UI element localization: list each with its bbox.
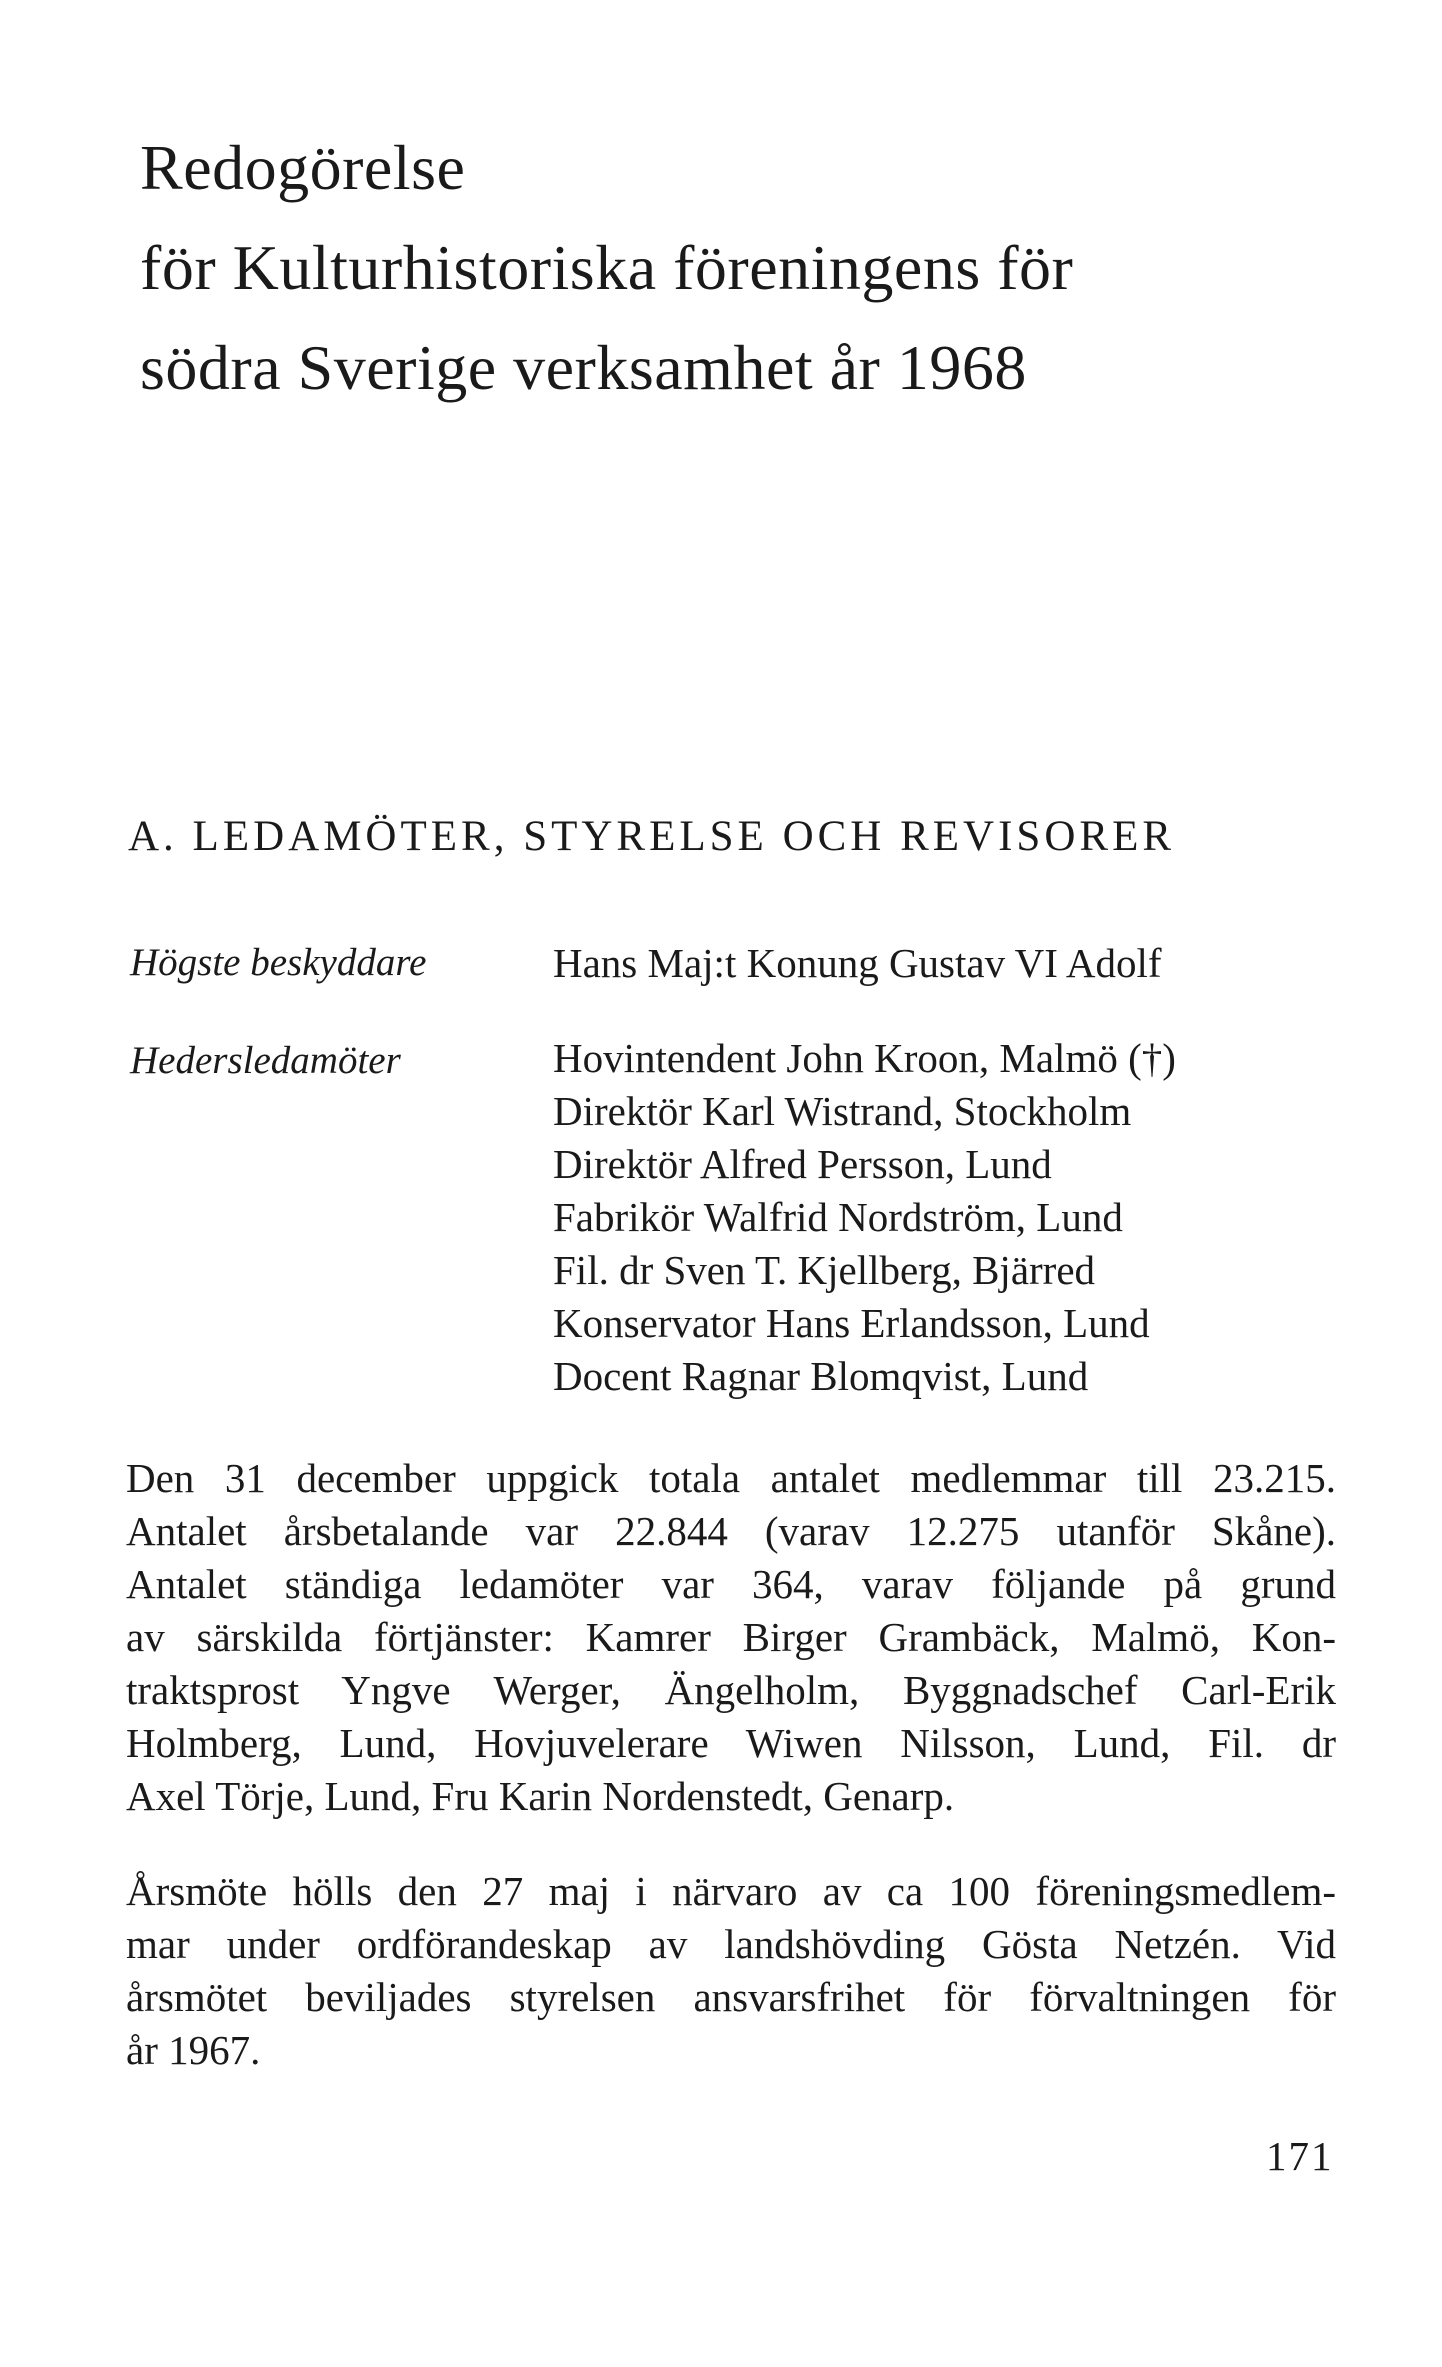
document-title <box>140 118 1320 418</box>
paragraph-line: Antalet ständiga ledamöter var 364, varav följande på grund <box>126 1561 1336 1607</box>
list-item: Fil. dr Sven T. Kjellberg, Bjärred <box>553 1247 1096 1293</box>
list-item: Direktör Alfred Persson, Lund <box>553 1141 1052 1187</box>
list-item: Konservator Hans Erlandsson, Lund <box>553 1300 1150 1346</box>
list-item: Hovintendent John Kroon, Malmö (†) <box>553 1035 1176 1081</box>
paragraph-line: Axel Törje, Lund, Fru Karin Nordenstedt, Genarp. <box>126 1773 955 1819</box>
paragraph-line: årsmötet beviljades styrelsen ansvarsfrihet för förvaltningen för <box>126 1974 1336 2020</box>
honorary-members-list <box>553 1032 1176 1403</box>
patron-label: Högste beskyddare <box>130 941 427 984</box>
paragraph-line: mar under ordförandeskap av landshövding Gösta Netzén. Vid <box>126 1921 1336 1967</box>
patron-value: Hans Maj:t Konung Gustav VI Adolf <box>553 940 1162 986</box>
list-item: Direktör Karl Wistrand, Stockholm <box>553 1088 1132 1134</box>
page-number: 171 <box>1266 2133 1334 2179</box>
annual-meeting-paragraph <box>126 1865 1336 2077</box>
paragraph-line: Den 31 december uppgick totala antalet medlemmar till 23.215. <box>126 1455 1336 1501</box>
paragraph-line: Årsmöte hölls den 27 maj i närvaro av ca 100 föreningsmedlem- <box>126 1868 1336 1914</box>
paragraph-line: traktsprost Yngve Werger, Ängelholm, Byggnadschef Carl-Erik <box>126 1667 1336 1713</box>
title-line-1: Redogörelse <box>140 132 466 203</box>
paragraph-line: år 1967. <box>126 2027 261 2073</box>
title-line-2: för Kulturhistoriska föreningens för <box>140 232 1074 303</box>
title-line-3: södra Sverige verksamhet år 1968 <box>140 332 1027 403</box>
paragraph-line: av särskilda förtjänster: Kamrer Birger Grambäck, Malmö, Kon- <box>126 1614 1336 1660</box>
paragraph-line: Holmberg, Lund, Hovjuvelerare Wiwen Nilsson, Lund, Fil. dr <box>126 1720 1336 1766</box>
list-item: Docent Ragnar Blomqvist, Lund <box>553 1353 1089 1399</box>
list-item: Fabrikör Walfrid Nordström, Lund <box>553 1194 1123 1240</box>
honorary-members-label: Hedersledamöter <box>130 1039 401 1082</box>
membership-paragraph <box>126 1452 1336 1823</box>
section-heading: A. LEDAMÖTER, STYRELSE OCH REVISORER <box>128 813 1176 860</box>
paragraph-line: Antalet årsbetalande var 22.844 (varav 12.275 utanför Skåne). <box>126 1508 1336 1554</box>
